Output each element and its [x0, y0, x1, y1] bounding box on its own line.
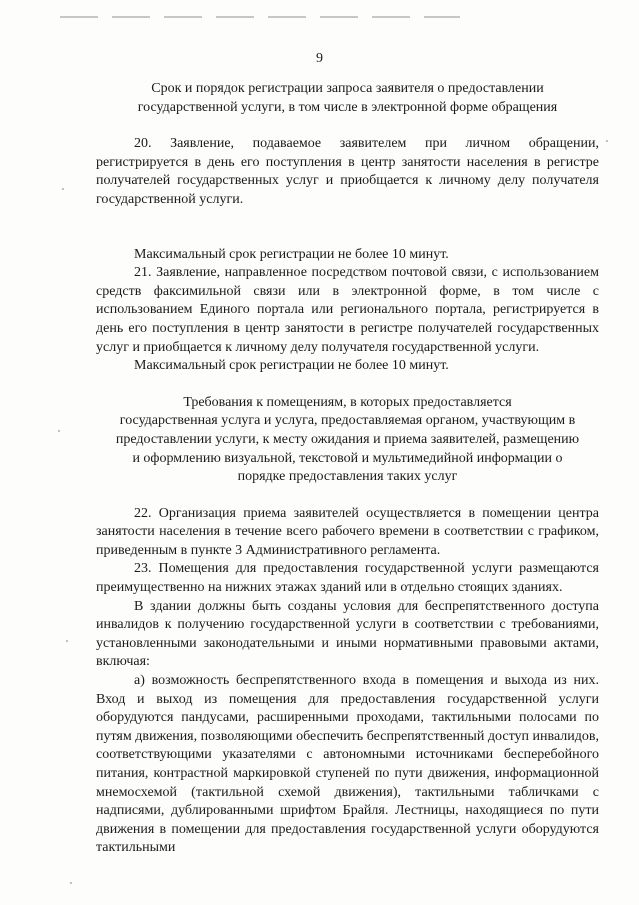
page-number: 9: [316, 51, 323, 66]
scan-artifact-line: [60, 16, 460, 18]
paragraph-accessibility: В здании должны быть созданы условия для беспрепятственного доступа инвалидов к получению государственной услуги в соответствии с требованиями, установленными законодательными и иными нормативными правовыми актами, включая:: [96, 598, 599, 670]
heading-line: порядке предоставления таких услуг: [237, 469, 458, 485]
document-body: [96, 80, 599, 858]
section-heading-premises: [96, 394, 599, 487]
scan-speck: [62, 188, 64, 190]
section-heading-registration: [96, 80, 599, 117]
paragraph-21-time: Максимальный срок регистрации не более 10 минут.: [134, 358, 449, 374]
heading-line: Срок и порядок регистрации запроса заявителя о предоставлении: [151, 81, 544, 96]
scan-speck: [66, 640, 68, 642]
scan-speck: [58, 430, 60, 432]
paragraph-23: 23. Помещения для предоставления государственной услуги размещаются преимущественно на нижних этажах зданий или в отдельно стоящих зданиях.: [96, 561, 599, 596]
scan-speck: [606, 140, 608, 142]
scan-speck: [70, 882, 72, 884]
heading-line: и оформлению визуальной, текстовой и мультимедийной информации о: [132, 450, 563, 466]
paragraph-20: 20. Заявление, подаваемое заявителем при личном обращении, регистрируется в день его поступления в центр занятости населения в регистре получателей государственных услуг и приобщается к личному делу получателя государственной услуги.: [96, 136, 599, 207]
heading-line: государственная услуга и услуга, предоставляемая органом, участвующим в: [119, 413, 576, 429]
heading-line: предоставлении услуги, к месту ожидания и приема заявителей, размещению: [115, 431, 580, 447]
paragraph-21: 21. Заявление, направленное посредством почтовой связи, с использованием средств факсимильной связи или в электронной форме, в том числе с использованием Единого портала или регионального портала, регистрируется в день его поступления в центр занятости в регистре получателей государственных услуг и приобщается к личному делу получателя государственной услуги.: [96, 265, 599, 355]
paragraph-a: а) возможность беспрепятственного входа в помещения и выхода из них. Вход и выход из помещения для предоставления государственной услуги оборудуются пандусами, расширенными проходами, тактильными полосами по путям движения, позволяющими обеспечить беспрепятственный доступ инвалидов, соответствующими указателями с автономными источниками бесперебойного питания, контрастной маркировкой ступеней по пути движения, информационной мнемосхемой (тактильной схемой движения), тактильными табличками с надписями, дублированными шрифтом Брайля. Лестницы, находящиеся по пути движения в помещении для предоставления государственной услуги оборудуются тактильными: [96, 673, 599, 856]
heading-line: Требования к помещениям, в которых предоставляется: [183, 394, 512, 410]
paragraph-20-time: Максимальный срок регистрации не более 10 минут.: [134, 246, 449, 262]
paragraph-22: 22. Организация приема заявителей осуществляется в помещении центра занятости населения в течение всего рабочего времени в соответствии с графиком, приведенным в пункте 3 Административного регламента.: [96, 505, 599, 558]
heading-line: государственной услуги, в том числе в электронной форме обращения: [137, 99, 558, 115]
